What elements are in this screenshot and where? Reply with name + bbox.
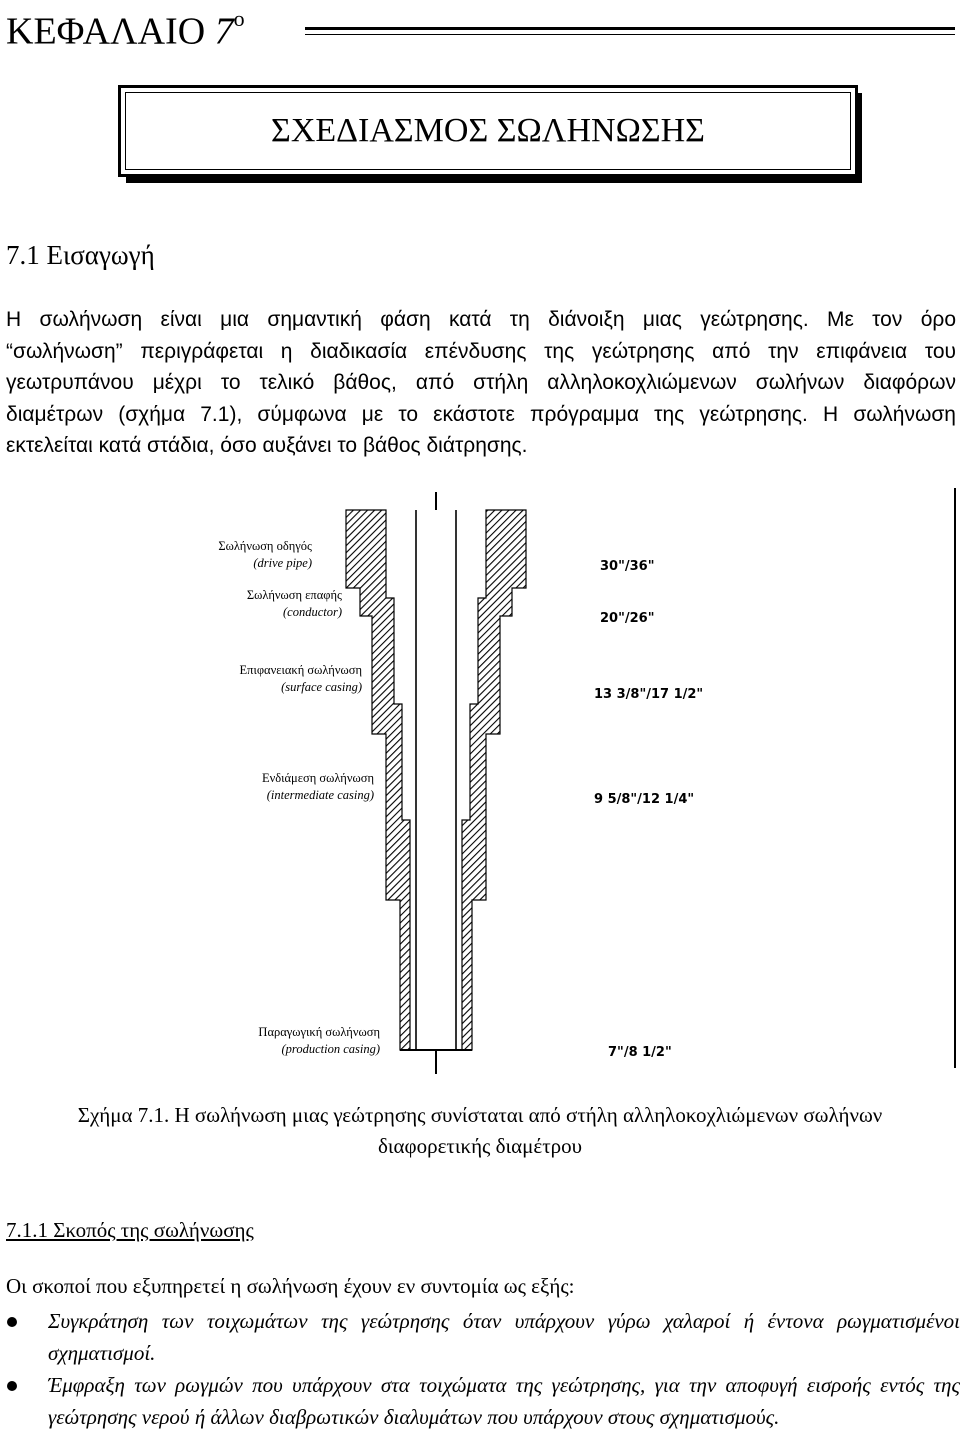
chapter-title-box: [118, 85, 858, 177]
list-item-text: Έμφραξη των ρωγμών που υπάρχουν στα τοιχώματα της γεώτρησης, για την αποφυγή εισροής εντός της γεώτρησης νερού ή άλλων διαβρωτικών διαλυμάτων που υπάρχουν στους σχηματισμούς.: [48, 1373, 960, 1429]
bullet-icon: [7, 1317, 17, 1327]
size-drive-pipe: 30"/36": [600, 559, 655, 574]
label-surface-greek: Επιφανειακή σωλήνωση: [239, 663, 362, 677]
casing-diagram: [0, 488, 960, 1088]
size-production-casing: 7"/8 1/2": [608, 1045, 672, 1060]
purposes-list: [0, 1306, 960, 1434]
chapter-heading: [6, 0, 245, 55]
label-conductor-english: (conductor): [282, 605, 342, 619]
intro-paragraph: [6, 304, 956, 462]
label-surface-english: (surface casing): [281, 680, 362, 694]
size-surface-casing: 13 3/8"/17 1/2": [594, 687, 704, 702]
label-intermediate-english: (intermediate casing): [266, 788, 374, 802]
list-item-text: Συγκράτηση των τοιχωμάτων της γεώτρησης όταν υπάρχουν γύρω χαλαροί ή έντονα ρωγματισμένοι σχηματισμοί.: [48, 1309, 960, 1365]
paragraph-line: διαμέτρων (σχήμα 7.1), σύμφωνα με το εκάστοτε πρόγραμμα της γεώτρησης. Η σωλήνωση: [6, 402, 956, 426]
paragraph-line: εκτελείται κατά στάδια, όσο αυξάνει το βάθος διάτρησης.: [6, 434, 528, 457]
label-production-greek: Παραγωγική σωλήνωση: [258, 1025, 380, 1039]
caption-line-1: Σχήμα 7.1. Η σωλήνωση μιας γεώτρησης συνίσταται από στήλη αλληλοκοχλιώμενων σωλήνων: [77, 1103, 883, 1127]
subsection-heading: 7.1.1 Σκοπός της σωλήνωσης: [6, 1218, 254, 1242]
list-item: [0, 1370, 960, 1433]
size-intermediate-casing: 9 5/8"/12 1/4": [594, 792, 695, 807]
list-item: [0, 1306, 960, 1369]
chapter-suffix: ο: [233, 6, 245, 31]
chapter-number: 7: [214, 10, 234, 53]
chapter-word: ΚΕΦΑΛΑΙΟ: [6, 10, 206, 53]
paragraph-line: γεωτρυπάνου μέχρι το τελικό βάθος, από στήλη αλληλοκοχλιώμενων σωλήνων διαφόρων: [6, 371, 956, 394]
chapter-rule: [305, 27, 955, 35]
label-drive-pipe-english: (drive pipe): [253, 556, 312, 570]
bullet-icon: [7, 1381, 17, 1391]
size-conductor: 20"/26": [600, 611, 655, 626]
paragraph-line: “σωλήνωση” περιγράφεται η διαδικασία επένδυσης της γεώτρησης από την επιφάνεια του: [6, 339, 956, 363]
section-heading: 7.1 Εισαγωγή: [6, 240, 155, 270]
caption-line-2: διαφορετικής διαμέτρου: [377, 1134, 583, 1158]
casing-wall-right: [462, 510, 526, 1050]
label-drive-pipe-greek: Σωλήνωση οδηγός: [218, 539, 312, 553]
chapter-title: ΣΧΕΔΙΑΣΜΟΣ ΣΩΛΗΝΩΣΗΣ: [271, 112, 705, 149]
label-conductor-greek: Σωλήνωση επαφής: [246, 588, 342, 602]
figure-caption: [0, 1100, 960, 1162]
purposes-intro: Οι σκοποί που εξυπηρετεί η σωλήνωση έχουν εν συντομία ως εξής:: [6, 1274, 575, 1298]
label-intermediate-greek: Ενδιάμεση σωλήνωση: [261, 771, 374, 785]
paragraph-line: Η σωλήνωση είναι μια σημαντική φάση κατά τη διάνοιξη μιας γεώτρησης. Με τον όρο: [6, 308, 956, 331]
label-production-english: (production casing): [281, 1042, 380, 1056]
